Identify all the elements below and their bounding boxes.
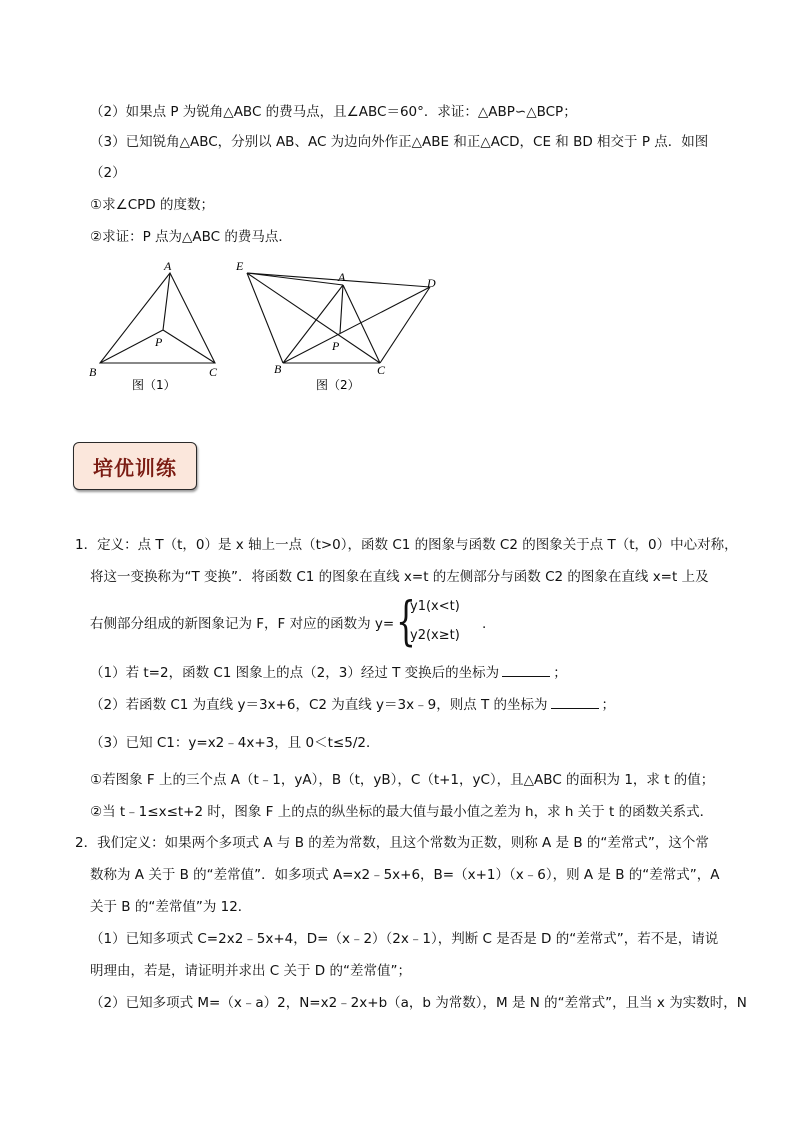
fig2-label-a: A xyxy=(338,270,346,284)
p1-sub1-text: （1）若 t=2，函数 C1 图象上的点（2，3）经过 T 变换后的坐标为 xyxy=(90,665,500,681)
question-1: ①求∠CPD 的度数； xyxy=(90,197,214,213)
p2-line1: 2．我们定义：如果两个多项式 A 与 B 的差为常数，且这个常数为正数，则称 A 是 B 的“差常式”，这个常 xyxy=(75,835,709,851)
p1-line3: 右侧部分组成的新图象记为 F，F 对应的函数为 y= xyxy=(90,616,395,632)
section-title: 培优训练 xyxy=(93,455,177,480)
problem-part-3-line2: （2） xyxy=(90,165,126,181)
p1-sub3: （3）已知 C1：y=x2﹣4x+3，且 0＜t≤5/2． xyxy=(90,735,380,751)
fig2-label-p: P xyxy=(332,339,340,353)
figure-1 xyxy=(85,258,235,398)
p1-line1: 1．定义：点 T（t，0）是 x 轴上一点（t>0），函数 C1 的图象与函数 C2 的图象关于点 T（t，0）中心对称， xyxy=(75,537,738,553)
problem-part-3-line1: （3）已知锐角△ABC，分别以 AB、AC 为边向外作正△ABE 和正△ACD，CE 和 BD 相交于 P 点．如图 xyxy=(90,134,709,150)
fig2-label-e: E xyxy=(236,259,244,273)
p2-line2: 数称为 A 关于 B 的“差常值”．如多项式 A=x2﹣5x+6，B=（x+1）（x﹣6），则 A 是 B 的“差常式”，A xyxy=(90,867,720,883)
answer-blank-1 xyxy=(502,664,550,677)
fig1-label-p: P xyxy=(155,335,163,349)
p1-case-2: ②当 t﹣1≤x≤t+2 时，图象 F 上的点的纵坐标的最大值与最小值之差为 h，求 h 关于 t 的函数关系式． xyxy=(90,804,714,820)
case-2: y2(x≥t) xyxy=(410,628,460,643)
p2-sub1-line1: （1）已知多项式 C=2x2﹣5x+4，D=（x﹣2）（2x﹣1），判断 C 是否是 D 的“差常式”，若不是，请说 xyxy=(90,931,719,947)
fig1-label-c: C xyxy=(209,365,218,379)
case-brace: { xyxy=(396,592,416,652)
fig1-caption: 图（1） xyxy=(132,378,176,392)
problem-part-2: （2）如果点 P 为锐角△ABC 的费马点，且∠ABC＝60°．求证：△ABP∽△BCP； xyxy=(90,104,577,120)
p2-sub2: （2）已知多项式 M=（x﹣a）2，N=x2﹣2x+b（a，b 为常数），M 是 N 的“差常式”，且当 x 为实数时，N xyxy=(90,995,747,1011)
p2-sub1-line2: 明理由，若是，请证明并求出 C 关于 D 的“差常值”； xyxy=(90,963,411,979)
case-period: . xyxy=(482,616,487,632)
p1-sub1 xyxy=(90,664,567,682)
question-2: ②求证：P 点为△ABC 的费马点． xyxy=(90,229,292,245)
fig1-label-a: A xyxy=(164,259,172,273)
p2-line3: 关于 B 的“差常值”为 12． xyxy=(90,899,252,915)
p1-line2: 将这一变换称为“T 变换”．将函数 C1 的图象在直线 x=t 的左侧部分与函数 C2 的图象在直线 x=t 上及 xyxy=(90,569,709,585)
fig2-label-b: B xyxy=(274,362,282,376)
p1-sub2 xyxy=(90,696,615,714)
figure-2 xyxy=(230,255,450,400)
case-1: y1(x<t) xyxy=(410,599,460,614)
fig2-label-c: C xyxy=(377,363,386,377)
fig2-label-d: D xyxy=(427,276,436,290)
fig1-label-b: B xyxy=(89,365,97,379)
fig2-caption: 图（2） xyxy=(316,378,360,392)
p1-sub2-end: ； xyxy=(601,697,616,713)
p1-sub1-end: ； xyxy=(553,665,567,681)
p1-sub2-text: （2）若函数 C1 为直线 y＝3x+6，C2 为直线 y＝3x﹣9，则点 T 的坐标为 xyxy=(90,697,548,713)
p1-case-1: ①若图象 F 上的三个点 A（t﹣1，yA），B（t，yB），C（t+1，yC），且△ABC 的面积为 1，求 t 的值； xyxy=(90,772,715,788)
answer-blank-2 xyxy=(551,696,599,709)
section-header xyxy=(73,442,197,490)
